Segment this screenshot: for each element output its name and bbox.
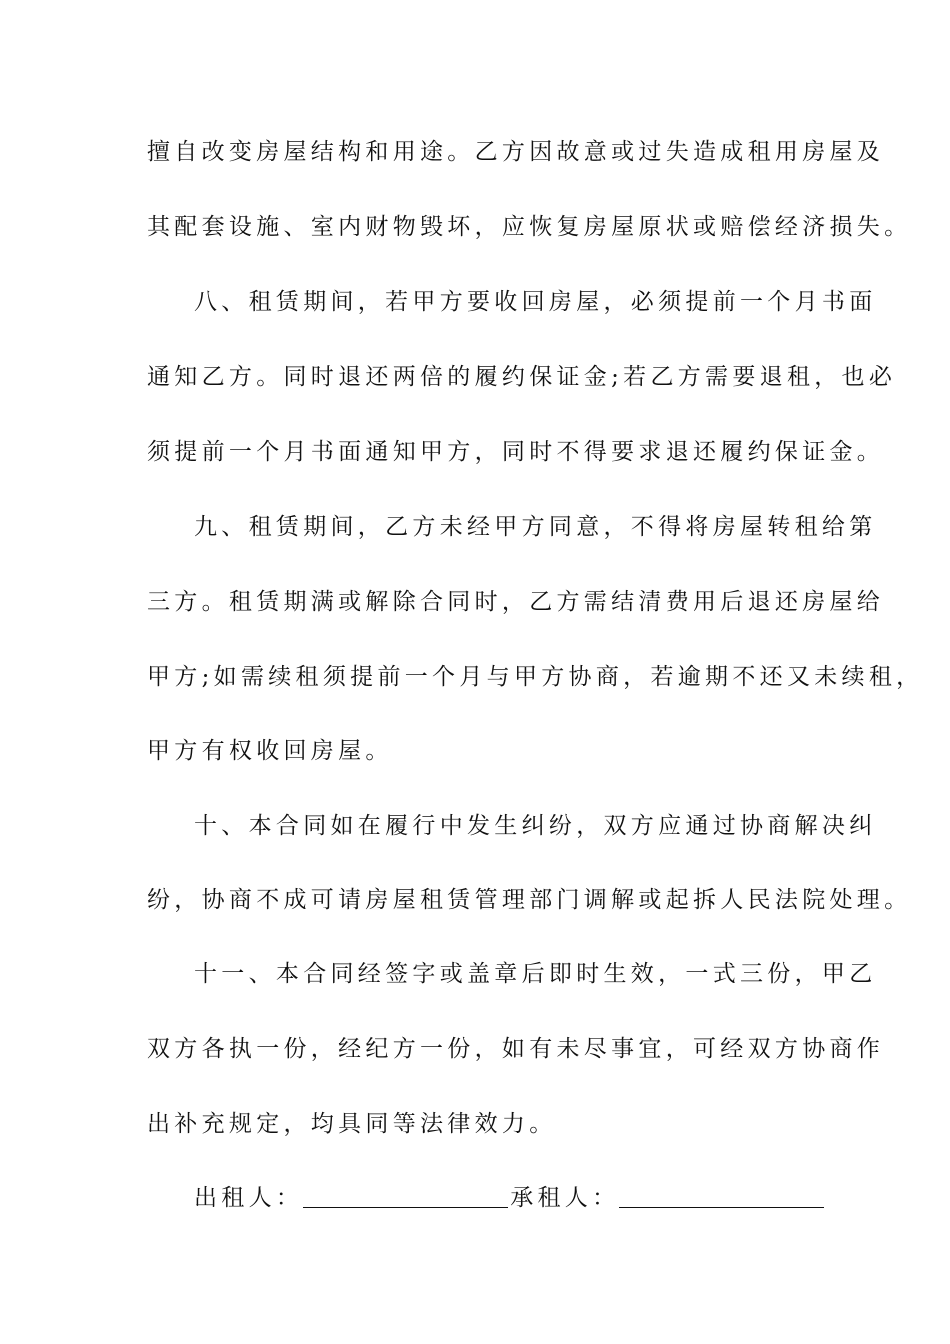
lessee-label: 承租人： bbox=[510, 1185, 620, 1211]
paragraph-9-line-3: 甲方;如需续租须提前一个月与甲方协商，若逾期不还又未续租， bbox=[147, 664, 924, 690]
paragraph-8-line-1: 八、租赁期间，若甲方要收回房屋，必须提前一个月书面 bbox=[194, 289, 877, 315]
lessor-signature-line bbox=[303, 1206, 508, 1208]
lessor-label: 出租人： bbox=[194, 1185, 304, 1211]
lessee-signature-line bbox=[619, 1206, 824, 1208]
paragraph-9-line-2: 三方。租赁期满或解除合同时，乙方需结清费用后退还房屋给 bbox=[147, 589, 885, 615]
paragraph-8-line-2: 通知乙方。同时退还两倍的履约保证金;若乙方需要退租，也必 bbox=[147, 364, 897, 390]
paragraph-11-line-2: 双方各执一份，经纪方一份，如有未尽事宜，可经双方协商作 bbox=[147, 1036, 885, 1062]
paragraph-11-line-1: 十一、本合同经签字或盖章后即时生效，一式三份，甲乙 bbox=[194, 961, 877, 987]
paragraph-10-line-2: 纷，协商不成可请房屋租赁管理部门调解或起拆人民法院处理。 bbox=[147, 887, 912, 913]
signature-row bbox=[194, 1178, 826, 1218]
paragraph-8-line-3: 须提前一个月书面通知甲方，同时不得要求退还履约保证金。 bbox=[147, 439, 885, 465]
paragraph-9-line-4: 甲方有权收回房屋。 bbox=[147, 738, 393, 764]
paragraph-7-line-2: 擅自改变房屋结构和用途。乙方因故意或过失造成租用房屋及 bbox=[147, 139, 885, 165]
paragraph-9-line-1: 九、租赁期间，乙方未经甲方同意，不得将房屋转租给第 bbox=[194, 514, 877, 540]
paragraph-7-line-3: 其配套设施、室内财物毁坏，应恢复房屋原状或赔偿经济损失。 bbox=[147, 214, 912, 240]
paragraph-11-line-3: 出补充规定，均具同等法律效力。 bbox=[147, 1111, 557, 1137]
paragraph-10-line-1: 十、本合同如在履行中发生纠纷，双方应通过协商解决纠 bbox=[194, 813, 877, 839]
